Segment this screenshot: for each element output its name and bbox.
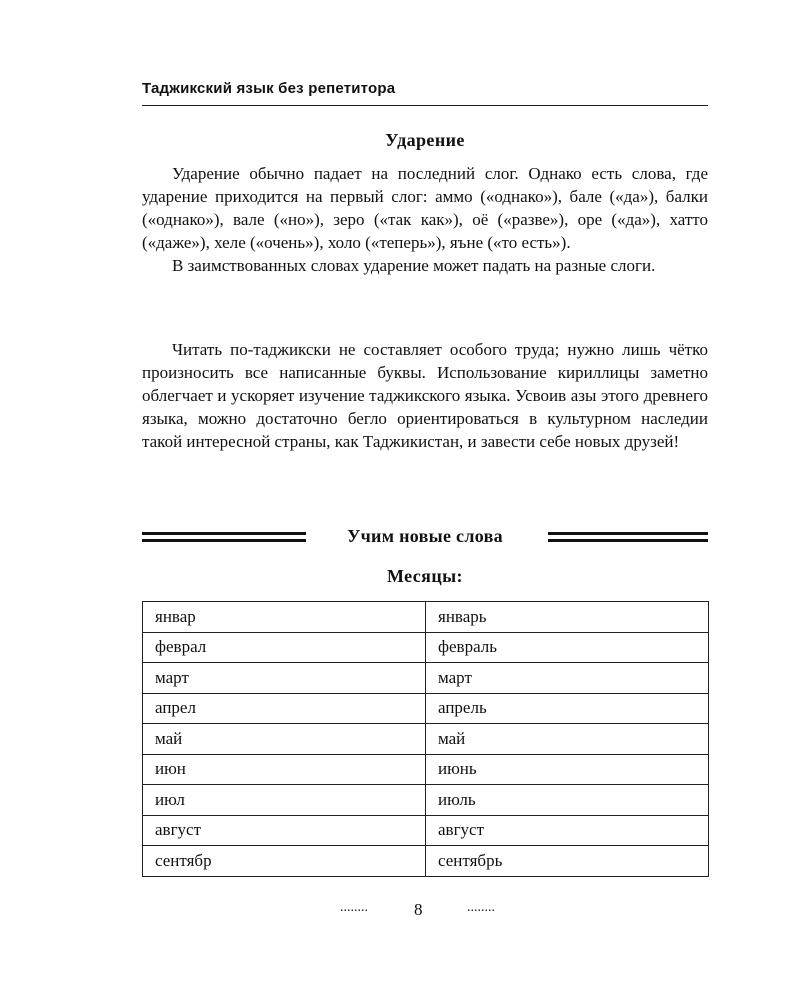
table-row bbox=[143, 785, 709, 816]
tajik-month-cell: март bbox=[143, 663, 426, 694]
reading-paragraph: Читать по-таджикски не составляет особого труда; нужно лишь чётко произносить все написанные буквы. Использование кириллицы заметно облегчает и ускоряет изучение таджикского языка. Усвоив азы этого древнего языка, можно достаточно бегло ориентироваться в культурном наследии такой интересной страны, как Таджикистан, и завести себе новых друзей! bbox=[142, 340, 708, 451]
banner-double-rule-right bbox=[548, 532, 708, 542]
stress-section-title: Ударение bbox=[385, 130, 465, 150]
table-row bbox=[143, 815, 709, 846]
table-row bbox=[143, 693, 709, 724]
tajik-month-cell: феврал bbox=[143, 632, 426, 663]
page-footer bbox=[0, 900, 800, 922]
table-row bbox=[143, 724, 709, 755]
russian-month-cell: январь bbox=[426, 602, 709, 633]
russian-month-cell: август bbox=[426, 815, 709, 846]
tajik-month-cell: август bbox=[143, 815, 426, 846]
header-rule bbox=[142, 105, 708, 106]
stress-section-body bbox=[142, 162, 708, 277]
tajik-month-cell: январ bbox=[143, 602, 426, 633]
tajik-month-cell: июл bbox=[143, 785, 426, 816]
table-row bbox=[143, 846, 709, 877]
months-subtitle: Месяцы: bbox=[387, 566, 463, 586]
tajik-month-cell: апрел bbox=[143, 693, 426, 724]
russian-month-cell: апрель bbox=[426, 693, 709, 724]
tajik-month-cell: май bbox=[143, 724, 426, 755]
russian-month-cell: май bbox=[426, 724, 709, 755]
table-row bbox=[143, 663, 709, 694]
russian-month-cell: июль bbox=[426, 785, 709, 816]
running-header: Таджикский язык без репетитора bbox=[142, 80, 396, 97]
months-table bbox=[142, 601, 709, 877]
russian-month-cell: сентябрь bbox=[426, 846, 709, 877]
table-row bbox=[143, 602, 709, 633]
new-words-banner bbox=[142, 526, 708, 548]
reading-section-body bbox=[142, 338, 708, 453]
tajik-month-cell: сентябр bbox=[143, 846, 426, 877]
russian-month-cell: июнь bbox=[426, 754, 709, 785]
page-number: 8 bbox=[414, 900, 423, 919]
table-row bbox=[143, 754, 709, 785]
stress-paragraph-1: Ударение обычно падает на последний слог. Однако есть слова, где ударение приходится на первый слог: аммо («однако»), бале («да»), балки («однако»), вале («но»), зеро («так как»), оё («разве»), оре («да»), хатто («даже»), хеле («очень»), холо («теперь»), яъне («то есть»). bbox=[142, 164, 708, 252]
banner-double-rule-left bbox=[142, 532, 306, 542]
footer-dots-left: ........ bbox=[340, 900, 368, 915]
russian-month-cell: февраль bbox=[426, 632, 709, 663]
table-row bbox=[143, 632, 709, 663]
new-words-title: Учим новые слова bbox=[347, 526, 503, 546]
russian-month-cell: март bbox=[426, 663, 709, 694]
tajik-month-cell: июн bbox=[143, 754, 426, 785]
footer-dots-right: ........ bbox=[467, 900, 495, 915]
stress-paragraph-2: В заимствованных словах ударение может падать на разные слоги. bbox=[172, 256, 656, 275]
